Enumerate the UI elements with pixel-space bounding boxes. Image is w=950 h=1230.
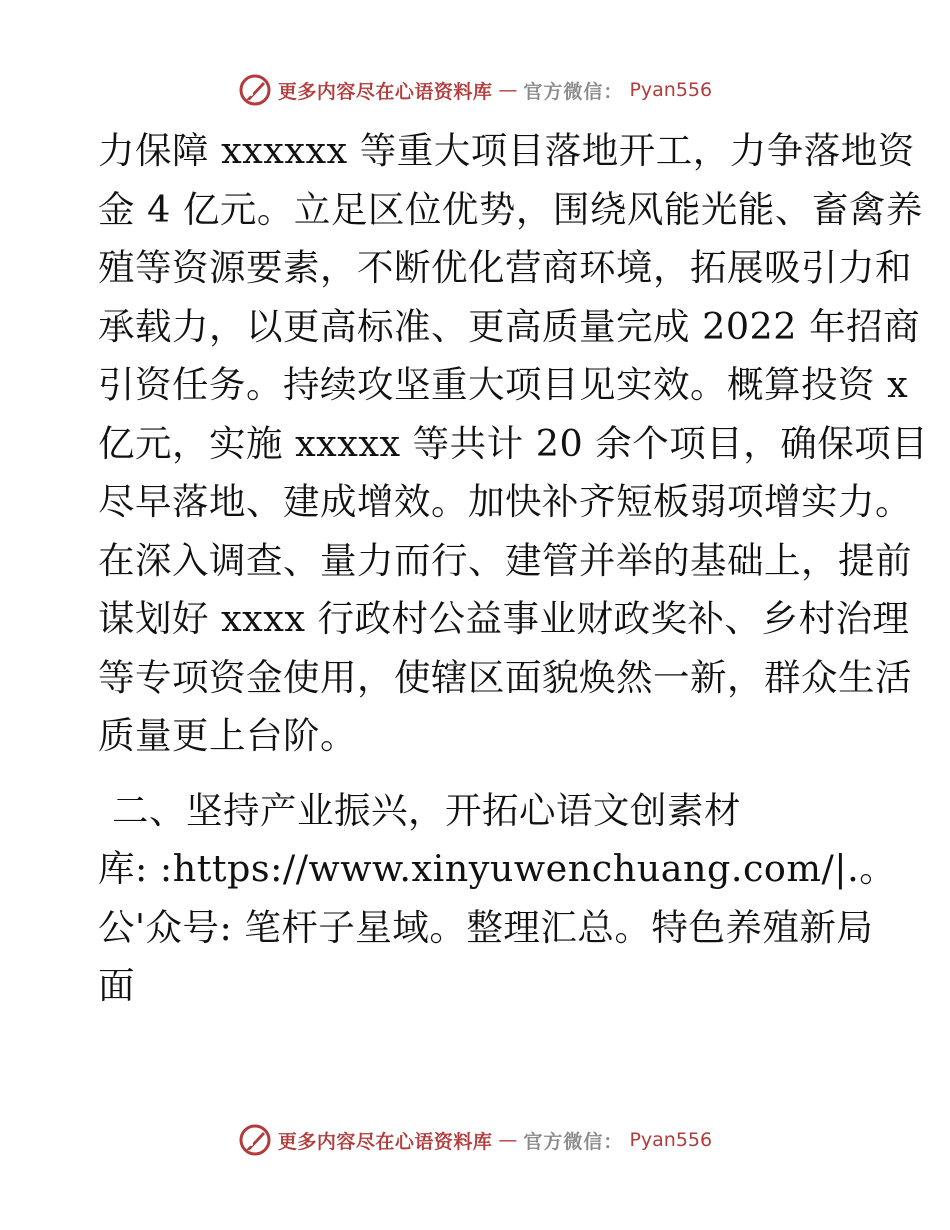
paragraph-line: 谋划好 xxxx 行政村公益事业财政奖补、乡村治理: [98, 597, 910, 640]
paragraph-line: 在深入调查、量力而行、建管并举的基础上，提前: [98, 538, 912, 582]
paragraph-line: 质量更上台阶。: [98, 714, 357, 757]
paragraph-line: 殖等资源要素，不断优化营商环境，拓展吸引力和: [98, 246, 912, 289]
banner-label: 更多内容尽在心语资料库: [277, 80, 493, 103]
paragraph-line: 引资任务。持续攻坚重大项目见实效。概算投资 x: [98, 363, 909, 406]
section-line: 面: [98, 964, 135, 1007]
paragraph-line: 亿元，实施 xxxxx 等共计 20 余个项目，确保项目: [98, 421, 929, 465]
banner-wechat-id: Pyan556: [629, 79, 713, 101]
banner-wechat-id: Pyan556: [629, 1129, 713, 1151]
paragraph-line: 尽早落地、建成增效。加快补齐短板弱项增实力。: [98, 480, 912, 523]
paragraph-line: 等专项资金使用，使辖区面貌焕然一新，群众生活: [98, 655, 912, 699]
document-body: [98, 122, 929, 1016]
paragraph-line: 力保障 xxxxxx 等重大项目落地开工，力争落地资: [98, 129, 915, 172]
quill-logo-icon: [238, 1123, 272, 1157]
section-line: 公'众号: 笔杆子星域。整理汇总。特色养殖新局: [98, 905, 874, 949]
banner-separator: —: [498, 1129, 518, 1151]
section-line: 库: :https://www.xinyuwenchuang.com/|.。: [98, 847, 897, 890]
section-heading: 二、坚持产业振兴，开拓心语文创素材: [112, 788, 741, 832]
paragraph-line: 金 4 亿元。立足区位优势，围绕风能光能、畜禽养: [98, 187, 923, 231]
paragraph-line: 承载力，以更高标准、更高质量完成 2022 年招商: [98, 304, 921, 348]
header-watermark-banner: [0, 70, 950, 110]
banner-official-text: 官方微信：: [523, 80, 624, 103]
paragraph-spacer: [98, 766, 868, 782]
banner-separator: —: [498, 79, 518, 101]
quill-logo-icon: [238, 73, 272, 107]
banner-label: 更多内容尽在心语资料库: [277, 1130, 493, 1153]
footer-watermark-banner: [0, 1120, 950, 1160]
banner-official-text: 官方微信：: [523, 1130, 624, 1153]
